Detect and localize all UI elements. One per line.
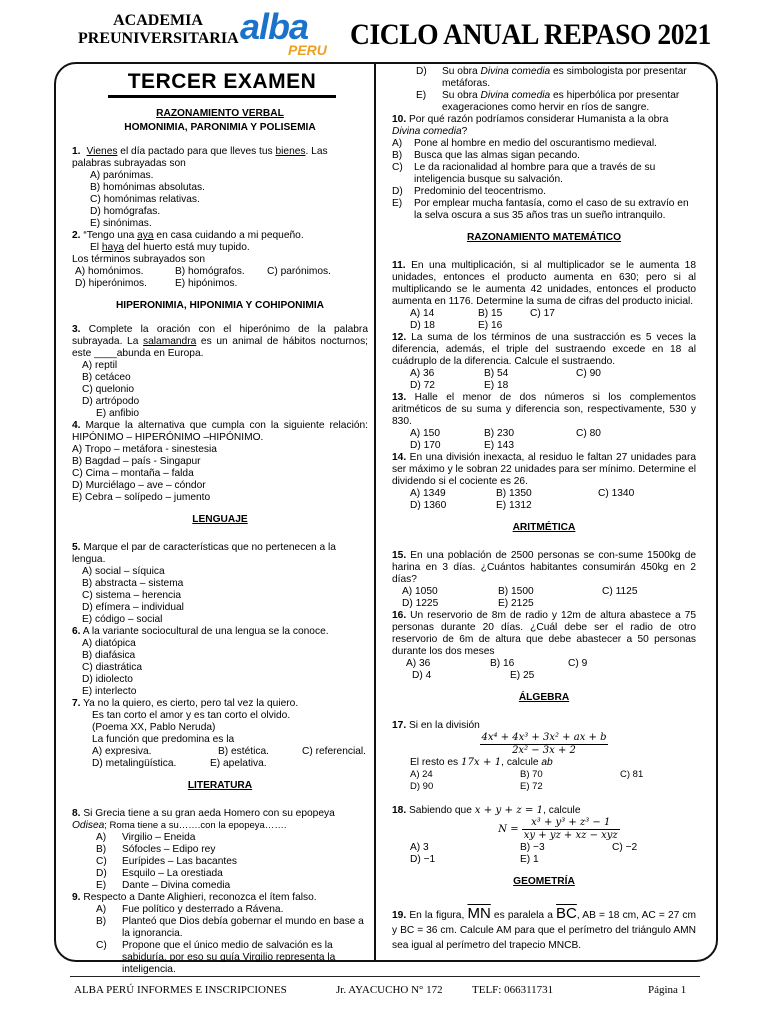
q14-option: B) 1350 xyxy=(496,488,532,499)
q15-option: E) 2125 xyxy=(498,598,534,609)
spacer xyxy=(392,793,696,805)
question-7 xyxy=(72,698,368,710)
q6-option: A) diatópica xyxy=(82,638,136,649)
q10-text2: ? xyxy=(461,126,468,137)
q8-option-key: B) xyxy=(96,844,107,855)
q11-options-row1 xyxy=(392,308,696,320)
q12-number: 12. xyxy=(392,332,407,343)
question-8 xyxy=(72,808,368,832)
q5-option: D) efímera – individual xyxy=(82,602,184,613)
q7-line2: Es tan corto el amor y es tan corto el olvido. xyxy=(92,710,291,721)
q19-text2: es paralela a xyxy=(490,910,557,921)
q13-number: 13. xyxy=(392,392,407,403)
q15-option: D) 1225 xyxy=(402,598,439,609)
q10-option-key: E) xyxy=(392,198,403,209)
q16-options-row1 xyxy=(392,658,696,670)
q18-condition: x + y + z = 1 xyxy=(474,805,544,816)
q5-option: E) código – social xyxy=(82,614,163,625)
q4-number: 4. xyxy=(72,420,81,431)
q3-options xyxy=(72,360,368,420)
q16-text: Un reservorio de 8m de radio y 12m de altura abastece a 75 personas durante 20 días. ¿Cuál debe ser el radio de otro reservorio de 6m de altura que debe abastecer a 50 personas durante los dos meses xyxy=(392,610,696,657)
q2-line2 xyxy=(72,242,368,254)
q16-option: D) 4 xyxy=(412,670,432,681)
footer-phone: TELF: 066311731 xyxy=(472,984,554,996)
q4-option: B) Bagdad – país - Singapur xyxy=(72,456,201,467)
q10-option-text: Pone al hombre en medio del oscurantismo medieval. xyxy=(414,138,657,149)
q17-rest-expr: 17x + 1 xyxy=(460,757,502,768)
q9-options xyxy=(72,904,368,976)
q4-text: Marque la alternativa que cumpla con la siguiente relación: HIPÓNIMO – HIPERÓNIMO –HIPÓNIMO. xyxy=(72,420,368,443)
q13-option: C) 80 xyxy=(576,428,601,439)
column-divider xyxy=(374,64,376,960)
q6-option: E) interlecto xyxy=(82,686,137,697)
logo-sub-text: PERU xyxy=(288,42,327,58)
section-homonimia: HOMONIMIA, PARONIMIA Y POLISEMIA xyxy=(124,122,316,133)
q9-option-text: Propone que el único medio de salvación es la sabiduría, por eso su guía Virgilio representa la inteligencia. xyxy=(122,940,336,975)
q1-option: E) sinónimas. xyxy=(90,218,152,229)
q13-text: Halle el menor de dos números si los complementos aritméticos de su suma y diferencia son, respectivamente, 530 y 830. xyxy=(392,392,696,427)
q7-option: D) metalingüística. xyxy=(92,758,177,769)
q10-option-key: B) xyxy=(392,150,403,161)
q9-option xyxy=(392,66,696,90)
q8-option-key: C) xyxy=(96,856,107,867)
q11-option: B) 15 xyxy=(478,308,503,319)
q8-italic: Odisea xyxy=(72,820,105,831)
question-6 xyxy=(72,626,368,638)
q14-option: D) 1360 xyxy=(410,500,447,511)
q17-option: E) 72 xyxy=(520,781,543,792)
q17-number: 17. xyxy=(392,720,407,731)
q10-text1: Por qué razón podríamos considerar Humanista a la obra xyxy=(406,114,669,125)
q4-option: D) Murciélago – ave – cóndor xyxy=(72,480,206,491)
right-column xyxy=(392,66,696,953)
q9d-text1: Su obra xyxy=(442,66,481,77)
q18-option: C) −2 xyxy=(612,842,638,853)
q10-number: 10. xyxy=(392,114,407,125)
q4-option: A) Tropo – metáfora - sinestesia xyxy=(72,444,217,455)
alba-peru-logo xyxy=(238,8,342,58)
q12-option: C) 90 xyxy=(576,368,601,379)
q17-formula xyxy=(392,732,696,757)
q12-option: B) 54 xyxy=(484,368,509,379)
q10-option-text: Por emplear mucha fantasía, como el caso de su extravío en la selva oscura a sus 35 años tras un sueño intranquilo. xyxy=(414,198,689,221)
footer-info: ALBA PERÚ INFORMES E INSCRIPCIONES xyxy=(74,984,287,996)
section-geometria: GEOMETRÍA xyxy=(513,876,575,887)
q16-option: E) 25 xyxy=(510,670,535,681)
q11-options-row2 xyxy=(392,320,696,332)
section-hiperonimia: HIPERONIMIA, HIPONIMIA Y COHIPONIMIA xyxy=(115,300,325,311)
q2-text3: El xyxy=(90,242,102,253)
question-9 xyxy=(72,892,368,904)
q3-text2: es un animal de hábitos nocturnos; este xyxy=(72,336,368,359)
q16-option: B) 16 xyxy=(490,658,515,669)
q14-number: 14. xyxy=(392,452,407,463)
q11-option: A) 14 xyxy=(410,308,435,319)
q2-text2: en casa cuidando a mi pequeño. xyxy=(153,230,304,241)
academy-line1: ACADEMIA xyxy=(113,12,203,29)
question-16 xyxy=(392,610,696,658)
q10-option xyxy=(392,138,696,150)
q10-option xyxy=(392,162,696,186)
section-lenguaje: LENGUAJE xyxy=(192,514,248,525)
question-18 xyxy=(392,805,696,817)
q3-option: D) artrópodo xyxy=(82,396,140,407)
footer-page-number: Página 1 xyxy=(648,984,687,996)
q1-options xyxy=(72,170,368,230)
q3-option: E) anfibio xyxy=(96,408,140,419)
q8-number: 8. xyxy=(72,808,81,819)
q9-option xyxy=(72,904,368,916)
q19-text3: , AB = 18 cm, AC = 27 cm y BC = 36 cm. Calcule AM para que el perímetro del triángulo AMN sea igual al perímetro del trapecio MNCB. xyxy=(392,910,697,951)
q6-number: 6. xyxy=(72,626,81,637)
question-13 xyxy=(392,392,696,428)
q14-options-row1 xyxy=(392,488,696,500)
q17-rest-var: ab xyxy=(541,757,553,768)
question-3 xyxy=(72,324,368,360)
q13-option: A) 150 xyxy=(410,428,441,439)
q2-options-row2 xyxy=(72,278,368,290)
q15-options-row1 xyxy=(392,586,696,598)
q17-rest-text2: , calcule xyxy=(501,757,542,768)
question-17 xyxy=(392,720,696,732)
q18-options-row2 xyxy=(392,854,696,866)
q14-options-row2 xyxy=(392,500,696,512)
q9-option xyxy=(392,90,696,114)
q9-option-text: Fue político y desterrado a Rávena. xyxy=(122,904,284,915)
q12-options-row2 xyxy=(392,380,696,392)
section-literatura: LITERATURA xyxy=(187,780,253,791)
cycle-title: CICLO ANUAL REPASO 2021 xyxy=(350,18,711,51)
question-5 xyxy=(72,542,368,566)
q8-options xyxy=(72,832,368,892)
question-11 xyxy=(392,260,696,308)
q3-option: A) reptil xyxy=(82,360,118,371)
q8-option xyxy=(72,844,368,856)
q18-fraction xyxy=(522,817,620,842)
q9-number: 9. xyxy=(72,892,81,903)
q10-option-key: A) xyxy=(392,138,403,149)
q18-option: B) −3 xyxy=(520,842,545,853)
q5-text: Marque el par de características que no pertenecen a la lengua. xyxy=(72,542,336,565)
q10-option xyxy=(392,198,696,222)
q5-option: B) abstracta – sistema xyxy=(82,578,184,589)
q17-rest-line xyxy=(392,757,696,769)
q9-option-text xyxy=(442,66,696,90)
q8-option xyxy=(72,832,368,844)
q7-option: E) apelativa. xyxy=(210,758,267,769)
logo-main-text: alba xyxy=(240,6,309,47)
q2-option: B) homógrafos. xyxy=(175,266,245,277)
q11-number: 11. xyxy=(392,260,406,271)
q5-option: C) sistema – herencia xyxy=(82,590,182,601)
q10-option-key: C) xyxy=(392,162,403,173)
q15-number: 15. xyxy=(392,550,407,561)
question-12 xyxy=(392,332,696,368)
q19-segment-mn: $\overline{MN}$ xyxy=(467,905,491,922)
q18-formula xyxy=(392,817,696,842)
q1-text1: el día pactado para que lleves tus xyxy=(117,146,276,157)
q11-option: C) 17 xyxy=(530,308,555,319)
q5-number: 5. xyxy=(72,542,81,553)
q9e-text2: es hiperbólica por presentar exageraciones como hervir en ríos de sangre. xyxy=(442,90,680,113)
q1-option: C) homónimas relativas. xyxy=(90,194,200,205)
q12-option: D) 72 xyxy=(410,380,435,391)
q6-option: C) diastrática xyxy=(82,662,143,673)
q8-option-key: A) xyxy=(96,832,107,843)
q3-number: 3. xyxy=(72,324,81,335)
q2-line3: Los términos subrayados son xyxy=(72,254,206,265)
q15-option: C) 1125 xyxy=(602,586,638,597)
q18-option: E) 1 xyxy=(520,854,539,865)
q18-options-row1 xyxy=(392,842,696,854)
exam-title: TERCER EXAMEN xyxy=(108,70,336,98)
q12-text: La suma de los términos de una sustracción es 5 veces la diferencia, además, el triple del sustraendo excede en 18 al cuádruplo de la diferencia. Calcule el sustraendo. xyxy=(392,332,696,367)
q12-option: E) 18 xyxy=(484,380,509,391)
q15-option: B) 1500 xyxy=(498,586,534,597)
question-2 xyxy=(72,230,368,242)
q5-options xyxy=(72,566,368,626)
q2-number: 2. xyxy=(72,230,81,241)
q15-options-row2 xyxy=(392,598,696,610)
q2-text1: “Tengo una xyxy=(80,230,138,241)
q8-option xyxy=(72,856,368,868)
q17-fraction xyxy=(480,732,609,757)
academy-name xyxy=(78,12,238,48)
q17-options-row1 xyxy=(392,769,696,781)
q15-text: En una población de 2500 personas se con-sume 1500kg de harina en 3 días. ¿Cuántos habitantes consumirán 450kg en 2 días? xyxy=(392,550,696,585)
q8-option-text: Virgilio – Eneida xyxy=(122,832,196,843)
q9d-italic: Divina comedia xyxy=(480,66,551,77)
question-19 xyxy=(392,906,696,953)
q15-option: A) 1050 xyxy=(402,586,438,597)
q4-options xyxy=(72,444,368,504)
q16-options-row2 xyxy=(392,670,696,682)
section-razonamiento-matematico: RAZONAMIENTO MATEMÁTICO xyxy=(466,232,622,243)
q13-option: D) 170 xyxy=(410,440,441,451)
q2-word1: aya xyxy=(137,230,154,241)
q14-option: A) 1349 xyxy=(410,488,446,499)
q7-option: B) estética. xyxy=(218,746,269,757)
q1-word1: Vienes xyxy=(86,146,118,157)
q2-options-row1 xyxy=(72,266,368,278)
q9-option-key: B) xyxy=(96,916,107,927)
q6-text: A la variante sociocultural de una lengua se la conoce. xyxy=(80,626,329,637)
q3-blank: ____ xyxy=(94,348,117,359)
q1-option: D) homógrafas. xyxy=(90,206,161,217)
q17-option: B) 70 xyxy=(520,769,543,780)
q4-option: E) Cebra – solípedo – jumento xyxy=(72,492,211,503)
q18-number: 18. xyxy=(392,805,407,816)
q13-options-row2 xyxy=(392,440,696,452)
q7-option: A) expresiva. xyxy=(92,746,152,757)
q10-option-text: Predominio del teocentrismo. xyxy=(414,186,546,197)
q7-line4: La función que predomina es la xyxy=(92,734,235,745)
section-aritmetica: ARITMÉTICA xyxy=(512,522,576,533)
q11-option: E) 16 xyxy=(478,320,503,331)
footer-address: Jr. AYACUCHO N° 172 xyxy=(336,984,443,996)
q19-segment-bc: $\overline{BC}$ xyxy=(556,905,577,922)
q9-option-text xyxy=(442,90,696,114)
q8-option-key: E) xyxy=(96,880,107,891)
q9-option xyxy=(72,940,368,976)
q9e-text1: Su obra xyxy=(442,90,481,101)
footer-rule xyxy=(70,976,700,977)
q10-option-text: Busca que las almas sigan pecando. xyxy=(414,150,580,161)
q11-text: En una multiplicación, si al multiplicador se le aumenta 18 unidades, entonces el producto aumenta en 630; pero si al multiplicando se le aumenta 42 unidades, entonces el producto aumenta en 1176. Determine la suma de cifras del producto inicial. xyxy=(392,260,696,307)
q16-option: A) 36 xyxy=(406,658,431,669)
q8-option-text: Esquilo – La orestiada xyxy=(122,868,223,879)
q10-option xyxy=(392,150,696,162)
q16-option: C) 9 xyxy=(568,658,588,669)
q6-option: D) idiolecto xyxy=(82,674,133,685)
q13-option: B) 230 xyxy=(484,428,515,439)
q10-italic: Divina comedia xyxy=(392,126,462,137)
q18-text1: Sabiendo que xyxy=(406,805,475,816)
q18-text2: , calcule xyxy=(543,805,581,816)
q2-option: E) hipónimos. xyxy=(175,278,238,289)
question-14 xyxy=(392,452,696,488)
q19-number: 19. xyxy=(392,910,407,921)
q1-word2: bienes xyxy=(275,146,306,157)
q13-options-row1 xyxy=(392,428,696,440)
q9-option-key: D) xyxy=(416,66,427,77)
section-algebra: ÁLGEBRA xyxy=(518,692,570,703)
q9-text: Respecto a Dante Alighieri, reconozca el ítem falso. xyxy=(80,892,317,903)
q9e-italic: Divina comedia xyxy=(480,90,551,101)
q13-option: E) 143 xyxy=(484,440,515,451)
question-1 xyxy=(72,146,368,170)
q2-word2: haya xyxy=(101,242,124,253)
q10-option-text: Le da racionalidad al hombre para que a través de su inteligencia busque su salvación. xyxy=(414,162,656,185)
q3-word: salamandra xyxy=(143,336,197,347)
q9-option-key: C) xyxy=(96,940,107,951)
q1-number: 1. xyxy=(72,146,81,157)
q17-options-row2 xyxy=(392,781,696,793)
q7-line3: (Poema XX, Pablo Neruda) xyxy=(92,722,216,733)
q2-option: C) parónimos. xyxy=(267,266,331,277)
q2-text4: del huerto está muy tupido. xyxy=(123,242,250,253)
q9-option-key: E) xyxy=(416,90,427,101)
q12-option: A) 36 xyxy=(410,368,435,379)
q7-number: 7. xyxy=(72,698,81,709)
q7-option: C) referencial. xyxy=(302,746,366,757)
section-razonamiento-verbal: RAZONAMIENTO VERBAL xyxy=(156,108,284,119)
q17-denominator: 2x² − 3x + 2 xyxy=(512,745,576,756)
q2-option: A) homónimos. xyxy=(75,266,144,277)
q6-options xyxy=(72,638,368,698)
q3-text3: abunda en Europa. xyxy=(116,348,204,359)
q14-option: C) 1340 xyxy=(598,488,635,499)
q9-option xyxy=(72,916,368,940)
q7-options-row1 xyxy=(72,746,368,758)
q18-option: A) 3 xyxy=(410,842,429,853)
q17-numerator: 4x⁴ + 4x³ + 3x² + ax + b xyxy=(481,732,607,743)
q3-option: B) cetáceo xyxy=(82,372,131,383)
question-4 xyxy=(72,420,368,444)
q18-numerator: x³ + y³ + z³ − 1 xyxy=(522,817,620,830)
q12-options-row1 xyxy=(392,368,696,380)
q17-option: A) 24 xyxy=(410,769,433,780)
q14-text: En una división inexacta, al residuo le faltan 27 unidades para ser máximo y le sobran 22 unidades para ser mínimo. Determine el dividendo si el cociente es 26. xyxy=(392,452,696,487)
q1-text2: . Las palabras subrayadas son xyxy=(72,146,328,169)
q8-text2: ; Roma tiene a su…….con la epopeya……. xyxy=(104,820,287,831)
q7-options-row2 xyxy=(72,758,368,770)
q18-n-label: N = xyxy=(498,824,519,835)
q9-option-text: Planteó que Dios debía gobernar el mundo en base a la ignorancia. xyxy=(122,916,364,939)
question-10 xyxy=(392,114,696,138)
q5-option: A) social – síquica xyxy=(82,566,165,577)
q19-text1: En la figura, xyxy=(406,910,468,921)
q1-option: A) parónimas. xyxy=(90,170,154,181)
q10-option xyxy=(392,186,696,198)
q9d-text2: es simbologista por presentar metáforas. xyxy=(442,66,687,89)
q8-option-text: Sófocles – Edipo rey xyxy=(122,844,216,855)
q11-option: D) 18 xyxy=(410,320,435,331)
q16-number: 16. xyxy=(392,610,407,621)
q17-rest-text1: El resto es xyxy=(410,757,461,768)
q8-option xyxy=(72,880,368,892)
q18-option: D) −1 xyxy=(410,854,436,865)
q8-text1: Si Grecia tiene a su gran aeda Homero con su epopeya xyxy=(80,808,335,819)
q1-option: B) homónimas absolutas. xyxy=(90,182,205,193)
q10-options xyxy=(392,138,696,222)
q7-line1: Ya no la quiero, es cierto, pero tal vez la quiero. xyxy=(80,698,299,709)
q10-option-key: D) xyxy=(392,186,403,197)
q8-option-text: Dante – Divina comedia xyxy=(122,880,231,891)
q18-denominator: xy + yz + xz − xyz xyxy=(523,830,618,841)
academy-line2: PREUNIVERSITARIA xyxy=(78,30,239,47)
q3-text1: Complete la oración con el hiperónimo de la palabra subrayada. La xyxy=(72,324,368,347)
q14-option: E) 1312 xyxy=(496,500,532,511)
left-column xyxy=(72,66,368,976)
q8-option xyxy=(72,868,368,880)
q9-option-key: A) xyxy=(96,904,107,915)
question-15 xyxy=(392,550,696,586)
q17-option: C) 81 xyxy=(620,769,644,780)
q4-option: C) Cima – montaña – falda xyxy=(72,468,194,479)
q2-option: D) hiperónimos. xyxy=(75,278,147,289)
q3-option: C) quelonio xyxy=(82,384,135,395)
q8-option-text: Eurípides – Las bacantes xyxy=(122,856,237,867)
q17-text: Si en la división xyxy=(406,720,480,731)
q8-option-key: D) xyxy=(96,868,107,879)
q17-option: D) 90 xyxy=(410,781,434,792)
q6-option: B) diafásica xyxy=(82,650,136,661)
